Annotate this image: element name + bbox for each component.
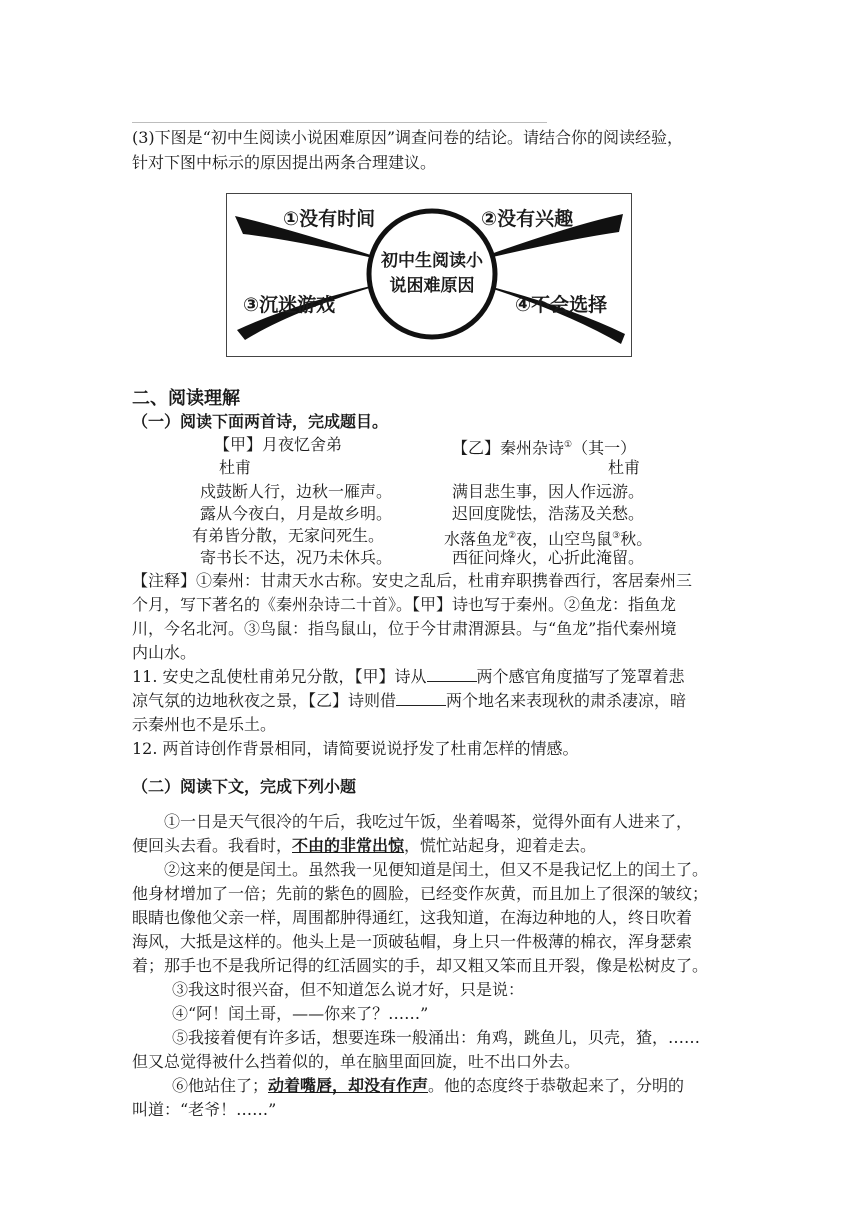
article-paragraph-2-cont: 眼睛也像他父亲一样，周围都肿得通红，这我知道，在海边种地的人，终日吹着 (132, 908, 693, 927)
poem-yi-line: 西征问烽火，心折此淹留。 (452, 548, 645, 567)
reasons-mindmap-figure (226, 193, 632, 357)
article-paragraph-2-cont: 海风，大抵是这样的。他头上是一顶破毡帽，身上只一件极薄的棉衣，浑身瑟索 (132, 932, 693, 951)
underlined-phrase: 动着嘴唇，却没有作声 (268, 1076, 429, 1095)
article-paragraph-5-cont: 但又总觉得被什么挡着似的，单在脑里面回旋，吐不出口外去。 (132, 1052, 581, 1071)
poem-jia-title: 【甲】月夜忆舍弟 (214, 435, 343, 454)
poem-jia-author: 杜甫 (219, 458, 252, 477)
article-paragraph-3: ③我这时很兴奋，但不知道怎么说才好，只是说： (172, 980, 525, 999)
question-11-line2: 凉气氛的边地秋夜之景，【乙】诗则借 两个地名来表现秋的肃杀凄凉，暗 (132, 691, 687, 710)
article-paragraph-6: ⑥他站住了；动着嘴唇，却没有作声。他的态度终于恭敬起来了，分明的 (172, 1076, 685, 1095)
article-paragraph-5: ⑤我接着便有许多话，想要连珠一般涌出：角鸡，跳鱼儿，贝壳，猹，…… (172, 1028, 701, 1047)
reason-3-label: ③沉迷游戏 (243, 294, 336, 316)
poem-yi-title: 【乙】秦州杂诗①（其一） (452, 438, 637, 458)
poem-yi-line: 满目悲生事，因人作远游。 (452, 482, 645, 501)
question-3-line1: (3)下图是“初中生阅读小说困难原因”调查问卷的结论。请结合你的阅读经验， (132, 128, 684, 147)
poem-jia-line: 戍鼓断人行，边秋一雁声。 (200, 482, 393, 501)
poem-yi-line: 迟回度陇怯，浩荡及关愁。 (452, 504, 645, 523)
question-3-line2: 针对下图中标示的原因提出两条合理建议。 (132, 153, 437, 172)
poem-yi-line: 水落鱼龙②夜，山空鸟鼠③秋。 (444, 529, 653, 549)
article-paragraph-1-cont: 便回头去看。我看时，不由的非常出惊，慌忙站起身，迎着走去。 (132, 836, 597, 855)
part-1-heading: （一）阅读下面两首诗，完成题目。 (132, 412, 389, 431)
notes-line: 个月，写下著名的《秦州杂诗二十首》。【甲】诗也写于秦州。②鱼龙：指鱼龙 (132, 595, 677, 614)
question-11-line1: 11. 安史之乱使杜甫弟兄分散，【甲】诗从 两个感官角度描写了笼罩着悲 (132, 667, 685, 686)
reason-1-label: ①没有时间 (283, 208, 376, 230)
poem-jia-line: 有弟皆分散，无家问死生。 (192, 526, 385, 545)
header-rule (132, 122, 547, 123)
article-paragraph-2-cont: 着；那手也不是我所记得的红活圆实的手，却又粗又笨而且开裂，像是松树皮了。 (132, 956, 709, 975)
underlined-phrase: 不由的非常出惊 (292, 836, 405, 855)
notes-line: 【注释】①秦州：甘肃天水古称。安史之乱后，杜甫弃职携眷西行，客居秦州三 (132, 571, 693, 590)
section-2-heading: 二、阅读理解 (132, 388, 240, 409)
question-11-line3: 示秦州也不是乐土。 (132, 715, 277, 734)
notes-line: 内山水。 (132, 643, 197, 662)
answer-blank[interactable] (396, 691, 446, 706)
answer-blank[interactable] (427, 667, 477, 682)
notes-line: 川，今名北河。③鸟鼠：指鸟鼠山，位于今甘肃渭源县。与“鱼龙”指代秦州境 (132, 619, 677, 638)
part-2-heading: （二）阅读下文，完成下列小题 (132, 777, 357, 796)
poem-yi-author: 杜甫 (608, 458, 641, 477)
reason-2-label: ②没有兴趣 (481, 208, 574, 230)
poem-jia-line: 寄书长不达，况乃未休兵。 (200, 548, 393, 567)
poem-jia-line: 露从今夜白，月是故乡明。 (200, 504, 393, 523)
article-paragraph-4: ④“阿！闰土哥，——你来了？……” (172, 1004, 429, 1023)
article-paragraph-1: ①一日是天气很冷的午后，我吃过午饭，坐着喝茶，觉得外面有人进来了， (164, 812, 693, 831)
article-paragraph-2-cont: 他身材增加了一倍；先前的紫色的圆脸，已经变作灰黄，而且加上了很深的皱纹； (132, 884, 709, 903)
article-paragraph-6-cont: 叫道：“老爷！……” (132, 1100, 277, 1119)
reason-4-label: ④不会选择 (515, 294, 608, 316)
question-12: 12. 两首诗创作背景相同，请简要说说抒发了杜甫怎样的情感。 (132, 739, 579, 758)
article-paragraph-2: ②这来的便是闰土。虽然我一见便知道是闰土，但又不是我记忆上的闰土了。 (164, 860, 709, 879)
mindmap-center-title: 初中生阅读小 说困难原因 (381, 251, 483, 296)
